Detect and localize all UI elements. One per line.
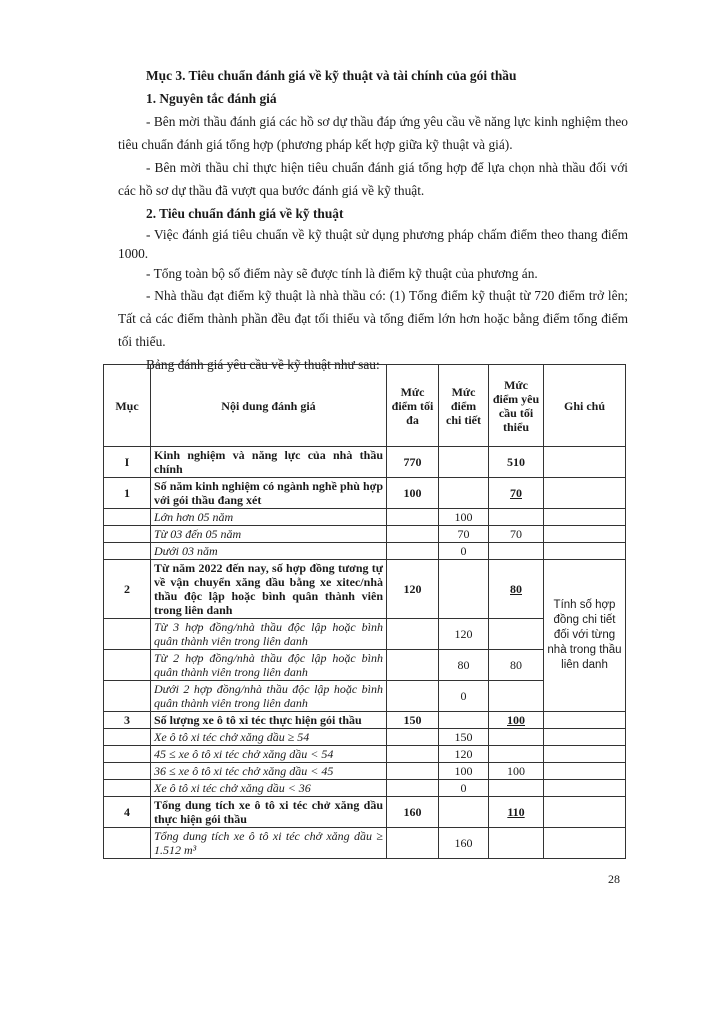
table-row [104, 560, 626, 619]
table-row [104, 447, 626, 478]
evaluation-table [103, 364, 626, 859]
cell-muc: 1 [104, 478, 151, 509]
cell-max-score [387, 780, 439, 797]
table-row [104, 797, 626, 828]
cell-max-score [387, 526, 439, 543]
header-note: Ghi chú [544, 365, 626, 447]
cell-min-score [489, 619, 544, 650]
cell-detail-score [439, 712, 489, 729]
cell-detail-score [439, 478, 489, 509]
cell-content: Xe ô tô xi téc chở xăng dầu ≥ 54 [151, 729, 387, 746]
cell-note [544, 797, 626, 828]
cell-content: Tổng dung tích xe ô tô xi téc chở xăng dầu ≥ 1.512 m³ [151, 828, 387, 859]
paragraph-1: - Bên mời thầu đánh giá các hồ sơ dự thầu đáp ứng yêu cầu về năng lực kinh nghiệm theo tiêu chuẩn đánh giá tổng hợp (phương pháp kết hợp giữa kỹ thuật và giá). [118, 114, 628, 152]
cell-muc [104, 729, 151, 746]
cell-note [544, 543, 626, 560]
cell-min-score: 70 [489, 526, 544, 543]
cell-detail-score: 120 [439, 619, 489, 650]
cell-max-score [387, 619, 439, 650]
cell-max-score: 770 [387, 447, 439, 478]
cell-note [544, 447, 626, 478]
cell-note: Tính số hợp đồng chi tiết đối với từng nhà trong thầu liên danh [544, 560, 626, 712]
cell-muc [104, 526, 151, 543]
cell-max-score [387, 543, 439, 560]
cell-min-score [489, 729, 544, 746]
header-detail-score: Mức điểm chi tiết [439, 365, 489, 447]
table-row [104, 746, 626, 763]
cell-max-score [387, 650, 439, 681]
table-row [104, 780, 626, 797]
cell-min-score: 110 [489, 797, 544, 828]
cell-note [544, 780, 626, 797]
cell-max-score: 120 [387, 560, 439, 619]
section-heading: Mục 3. Tiêu chuẩn đánh giá về kỹ thuật và tài chính của gói thầu [146, 68, 517, 83]
cell-content: Kinh nghiệm và năng lực của nhà thầu chính [151, 447, 387, 478]
header-muc: Mục [104, 365, 151, 447]
cell-min-score [489, 780, 544, 797]
intro-text [118, 64, 628, 376]
cell-muc: 2 [104, 560, 151, 619]
cell-detail-score [439, 797, 489, 828]
cell-detail-score: 120 [439, 746, 489, 763]
cell-min-score: 80 [489, 650, 544, 681]
cell-max-score: 160 [387, 797, 439, 828]
cell-muc [104, 681, 151, 712]
cell-content: Từ 3 hợp đồng/nhà thầu độc lập hoặc bình quân thành viên trong liên danh [151, 619, 387, 650]
cell-content: Dưới 2 hợp đồng/nhà thầu độc lập hoặc bình quân thành viên trong liên danh [151, 681, 387, 712]
cell-note [544, 712, 626, 729]
cell-muc [104, 780, 151, 797]
cell-content: Từ năm 2022 đến nay, số hợp đồng tương tự về vận chuyển xăng dầu bằng xe xitec/nhà thầu độc lập hoặc bình quân thành viên trong liên danh [151, 560, 387, 619]
cell-min-score: 100 [489, 712, 544, 729]
cell-note [544, 763, 626, 780]
table-row [104, 526, 626, 543]
header-min-score: Mức điểm yêu cầu tối thiểu [489, 365, 544, 447]
header-content: Nội dung đánh giá [151, 365, 387, 447]
cell-detail-score: 80 [439, 650, 489, 681]
cell-note [544, 746, 626, 763]
cell-min-score [489, 509, 544, 526]
cell-min-score: 510 [489, 447, 544, 478]
table-row [104, 712, 626, 729]
cell-content: Số năm kinh nghiệm có ngành nghề phù hợp với gói thầu đang xét [151, 478, 387, 509]
paragraph-5: - Nhà thầu đạt điểm kỹ thuật là nhà thầu có: (1) Tổng điểm kỹ thuật từ 720 điểm trở lên; Tất cả các điểm thành phần đều đạt tối thiểu và tổng điểm lớn hơn hoặc bằng điểm tổng điểm tối thiểu. [118, 288, 628, 349]
cell-max-score: 150 [387, 712, 439, 729]
page-number: 28 [608, 872, 620, 886]
table-row [104, 478, 626, 509]
paragraph-3: - Việc đánh giá tiêu chuẩn về kỹ thuật sử dụng phương pháp chấm điểm theo thang điểm 1000. [118, 227, 628, 261]
cell-content: Tổng dung tích xe ô tô xi téc chở xăng dầu thực hiện gói thầu [151, 797, 387, 828]
paragraph-4: - Tổng toàn bộ số điểm này sẽ được tính là điểm kỹ thuật của phương án. [146, 266, 538, 281]
table-row [104, 543, 626, 560]
cell-max-score [387, 509, 439, 526]
cell-detail-score: 70 [439, 526, 489, 543]
cell-muc: I [104, 447, 151, 478]
cell-max-score [387, 746, 439, 763]
cell-content: Xe ô tô xi téc chở xăng dầu < 36 [151, 780, 387, 797]
cell-max-score [387, 729, 439, 746]
cell-max-score [387, 828, 439, 859]
cell-muc [104, 509, 151, 526]
paragraph-2: - Bên mời thầu chỉ thực hiện tiêu chuẩn đánh giá tổng hợp để lựa chọn nhà thầu đối với các hồ sơ dự thầu đã vượt qua bước đánh giá về kỹ thuật. [118, 160, 628, 198]
cell-detail-score: 0 [439, 780, 489, 797]
cell-detail-score: 150 [439, 729, 489, 746]
cell-min-score: 80 [489, 560, 544, 619]
cell-max-score [387, 763, 439, 780]
cell-content: 36 ≤ xe ô tô xi téc chở xăng dầu < 45 [151, 763, 387, 780]
cell-max-score: 100 [387, 478, 439, 509]
cell-content: Từ 03 đến 05 năm [151, 526, 387, 543]
cell-min-score [489, 543, 544, 560]
cell-content: Lớn hơn 05 năm [151, 509, 387, 526]
table-row [104, 828, 626, 859]
cell-detail-score: 160 [439, 828, 489, 859]
cell-min-score: 100 [489, 763, 544, 780]
cell-content: Dưới 03 năm [151, 543, 387, 560]
cell-min-score [489, 828, 544, 859]
header-max-score: Mức điểm tối đa [387, 365, 439, 447]
cell-detail-score [439, 447, 489, 478]
cell-muc [104, 746, 151, 763]
cell-content: Số lượng xe ô tô xi téc thực hiện gói thầu [151, 712, 387, 729]
cell-note [544, 509, 626, 526]
cell-note [544, 828, 626, 859]
cell-note [544, 729, 626, 746]
table-row [104, 509, 626, 526]
table-row [104, 763, 626, 780]
cell-content: Từ 2 hợp đồng/nhà thầu độc lập hoặc bình quân thành viên trong liên danh [151, 650, 387, 681]
cell-detail-score: 0 [439, 543, 489, 560]
cell-max-score [387, 681, 439, 712]
cell-detail-score: 0 [439, 681, 489, 712]
heading-technical: 2. Tiêu chuẩn đánh giá về kỹ thuật [146, 206, 344, 221]
cell-muc: 3 [104, 712, 151, 729]
cell-muc: 4 [104, 797, 151, 828]
cell-min-score [489, 746, 544, 763]
cell-min-score: 70 [489, 478, 544, 509]
cell-note [544, 526, 626, 543]
cell-muc [104, 828, 151, 859]
cell-content: 45 ≤ xe ô tô xi téc chở xăng dầu < 54 [151, 746, 387, 763]
heading-principles: 1. Nguyên tắc đánh giá [146, 91, 277, 106]
table-row [104, 729, 626, 746]
cell-muc [104, 650, 151, 681]
cell-detail-score: 100 [439, 509, 489, 526]
cell-detail-score [439, 560, 489, 619]
cell-min-score [489, 681, 544, 712]
table-header-row [104, 365, 626, 447]
cell-muc [104, 619, 151, 650]
cell-note [544, 478, 626, 509]
cell-detail-score: 100 [439, 763, 489, 780]
cell-muc [104, 763, 151, 780]
cell-muc [104, 543, 151, 560]
table-intro: Bảng đánh giá yêu cầu về kỹ thuật như sau: [146, 357, 380, 372]
